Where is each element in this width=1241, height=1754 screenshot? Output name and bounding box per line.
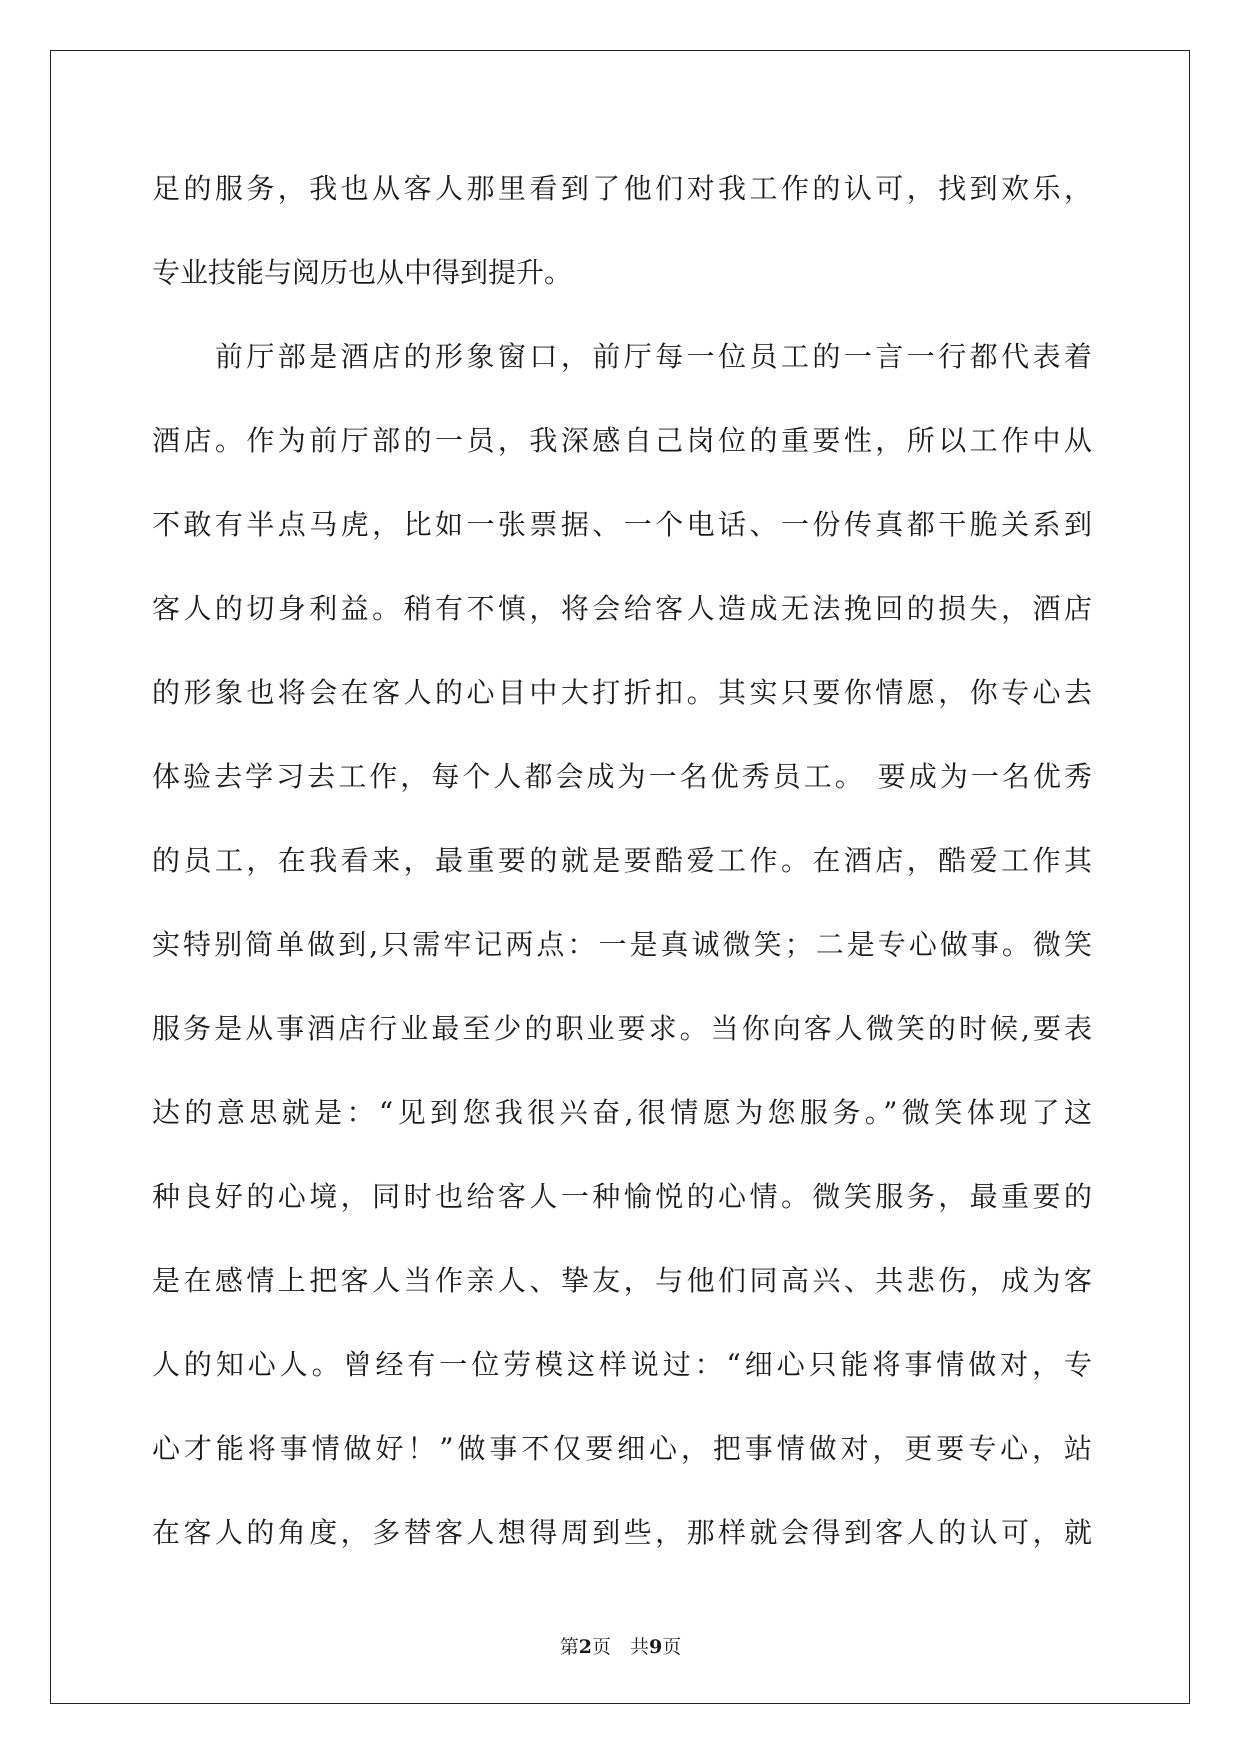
text-line-13: 种良好的心境，同时也给客人一种愉悦的心情。微笑服务，最重要的 bbox=[152, 1180, 1092, 1213]
text-line-3: 前厅部是酒店的形象窗口，前厅每一位员工的一言一行都代表着 bbox=[152, 340, 1092, 373]
text-line-12: 达的意思就是：“见到您我很兴奋,很情愿为您服务。”微笑体现了这 bbox=[152, 1096, 1092, 1129]
page-footer bbox=[0, 1632, 1241, 1659]
text-line-9: 的员工，在我看来，最重要的就是要酷爱工作。在酒店，酷爱工作其 bbox=[152, 844, 1092, 877]
text-line-4: 酒店。作为前厅部的一员，我深感自己岗位的重要性，所以工作中从 bbox=[152, 424, 1092, 457]
text-line-17: 在客人的角度，多替客人想得周到些，那样就会得到客人的认可，就 bbox=[152, 1516, 1092, 1549]
page-suffix: 页 bbox=[591, 1636, 611, 1658]
total-pages: 9 bbox=[649, 1636, 663, 1658]
text-line-15: 人的知心人。曾经有一位劳模这样说过：“细心只能将事情做对，专 bbox=[152, 1348, 1092, 1381]
page-number: 2 bbox=[578, 1636, 592, 1658]
text-line-10: 实特别简单做到,只需牢记两点：一是真诚微笑；二是专心做事。微笑 bbox=[152, 928, 1092, 961]
text-line-5: 不敢有半点马虎，比如一张票据、一个电话、一份传真都干脆关系到 bbox=[152, 508, 1092, 541]
total-suffix: 页 bbox=[662, 1636, 682, 1658]
text-line-14: 是在感情上把客人当作亲人、挚友，与他们同高兴、共悲伤，成为客 bbox=[152, 1264, 1092, 1297]
text-line-11: 服务是从事酒店行业最至少的职业要求。当你向客人微笑的时候,要表 bbox=[152, 1012, 1092, 1045]
text-line-1: 足的服务，我也从客人那里看到了他们对我工作的认可，找到欢乐， bbox=[152, 172, 1092, 205]
text-line-6: 客人的切身利益。稍有不慎，将会给客人造成无法挽回的损失，酒店 bbox=[152, 592, 1092, 625]
text-line-16: 心才能将事情做好！”做事不仅要细心，把事情做对，更要专心，站 bbox=[152, 1432, 1092, 1465]
text-line-7: 的形象也将会在客人的心目中大打折扣。其实只要你情愿，你专心去 bbox=[152, 676, 1092, 709]
page-prefix: 第 bbox=[559, 1636, 579, 1658]
text-line-8: 体验去学习去工作，每个人都会成为一名优秀员工。 要成为一名优秀 bbox=[152, 760, 1092, 793]
text-line-2: 专业技能与阅历也从中得到提升。 bbox=[152, 256, 573, 289]
total-prefix: 共 bbox=[630, 1636, 650, 1658]
body-text bbox=[152, 147, 1092, 1575]
